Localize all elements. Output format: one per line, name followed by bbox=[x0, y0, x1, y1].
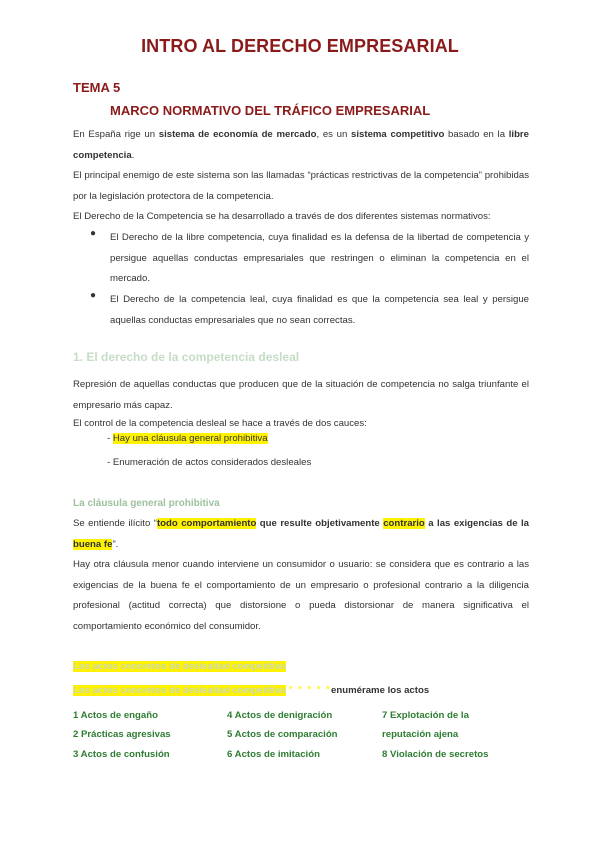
intro-text-3: basado en la bbox=[444, 129, 509, 140]
actos-heading-repeat: Los actos concretos de deslealtad competitiva bbox=[73, 685, 286, 696]
section-heading-clausula: La cláusula general prohibitiva bbox=[73, 498, 220, 509]
intro-text-4: . bbox=[131, 149, 135, 161]
acto-item: 5 Actos de comparación bbox=[227, 729, 338, 740]
bullet-dot: ● bbox=[90, 290, 97, 301]
bullet-competencia-leal: El Derecho de la competencia leal, cuya finalidad es que la competencia sea leal y persigue aquellas conductas empresariales que no sean correctas. bbox=[110, 294, 529, 326]
paragraph-cauces: El control de la competencia desleal se hace a través de dos cauces: bbox=[73, 418, 367, 429]
intro-bold-1: sistema de economía de mercado bbox=[158, 129, 317, 140]
paragraph-enemigo: El principal enemigo de este sistema son las llamadas “prácticas restrictivas de la competencia” prohibidas por la legislación protectora de la competencia. bbox=[73, 170, 529, 202]
actos-prompt-line bbox=[73, 680, 529, 702]
acto-item: 1 Actos de engaño bbox=[73, 710, 158, 721]
acto-item: 3 Actos de confusión bbox=[73, 749, 170, 760]
acto-item: 8 Violación de secretos bbox=[382, 749, 489, 760]
actos-heading-highlight: Los actos concretos de deslealtad competitiva bbox=[73, 661, 286, 672]
paragraph-represion: Represión de aquellas conductas que producen que de la situación de competencia no salga triunfante el empresario más capaz. bbox=[73, 379, 529, 411]
paragraph-consumidor: Hay otra cláusula menor cuando interviene un consumidor o usuario: se considera que es contrario a las exigencias de la buena fe el comportamiento de un empresario o profesional contrario a la diligencia profesional (actitud correcta) que distorsione o pueda distorsionar de manera significativa el comportamiento económico del consumidor. bbox=[73, 559, 529, 632]
clausula-highlight-1: todo comportamiento bbox=[156, 518, 257, 529]
bullet-dot: ● bbox=[90, 228, 97, 239]
intro-paragraph bbox=[73, 125, 529, 166]
tema-heading: TEMA 5 bbox=[73, 80, 121, 95]
intro-text-2: , es un bbox=[316, 129, 352, 140]
cauce-dash: - bbox=[107, 433, 113, 444]
section-subtitle: MARCO NORMATIVO DEL TRÁFICO EMPRESARIAL bbox=[110, 103, 431, 118]
acto-item: 6 Actos de imitación bbox=[227, 749, 320, 760]
document-title: INTRO AL DERECHO EMPRESARIAL bbox=[141, 36, 459, 56]
cauce-item-2: - Enumeración de actos considerados desleales bbox=[107, 457, 312, 468]
cauce-highlighted: Hay una cláusula general prohibitiva bbox=[112, 433, 268, 444]
clausula-text-1: Se entiende ilícito “ bbox=[73, 518, 157, 529]
intro-text-1: En España rige un bbox=[73, 129, 159, 140]
intro-bold-2: sistema competitivo bbox=[351, 129, 445, 140]
bullet-libre-competencia: El Derecho de la libre competencia, cuya finalidad es la defensa de la libertad de competencia y persigue aquellas conductas empresariales que restringen o eliminan la competencia en el mercado. bbox=[110, 232, 529, 284]
clausula-highlight-3: buena fe bbox=[73, 538, 113, 550]
intro-bold-3: libre competencia bbox=[73, 129, 529, 161]
clausula-bold-2: a las exigencias de la bbox=[424, 518, 529, 529]
acto-item: 7 Explotación de la bbox=[382, 710, 469, 721]
acto-item: 2 Prácticas agresivas bbox=[73, 729, 171, 740]
acto-item: reputación ajena bbox=[382, 729, 459, 740]
acto-item: 4 Actos de denigración bbox=[227, 710, 333, 721]
stars-icon: * * * * * bbox=[288, 684, 332, 696]
cauce-item-1 bbox=[107, 433, 268, 444]
clausula-bold-1: que resulte objetivamente bbox=[256, 518, 384, 529]
paragraph-sistemas: El Derecho de la Competencia se ha desarrollado a través de dos diferentes sistemas normativos: bbox=[73, 211, 491, 222]
section-heading-actos bbox=[73, 657, 529, 678]
clausula-paragraph bbox=[73, 514, 529, 555]
section-heading-desleal: 1. El derecho de la competencia desleal bbox=[73, 350, 300, 364]
enumerame-text: enumérame los actos bbox=[331, 685, 430, 696]
clausula-text-2: ”. bbox=[112, 538, 119, 550]
clausula-highlight-2: contrario bbox=[383, 518, 425, 529]
